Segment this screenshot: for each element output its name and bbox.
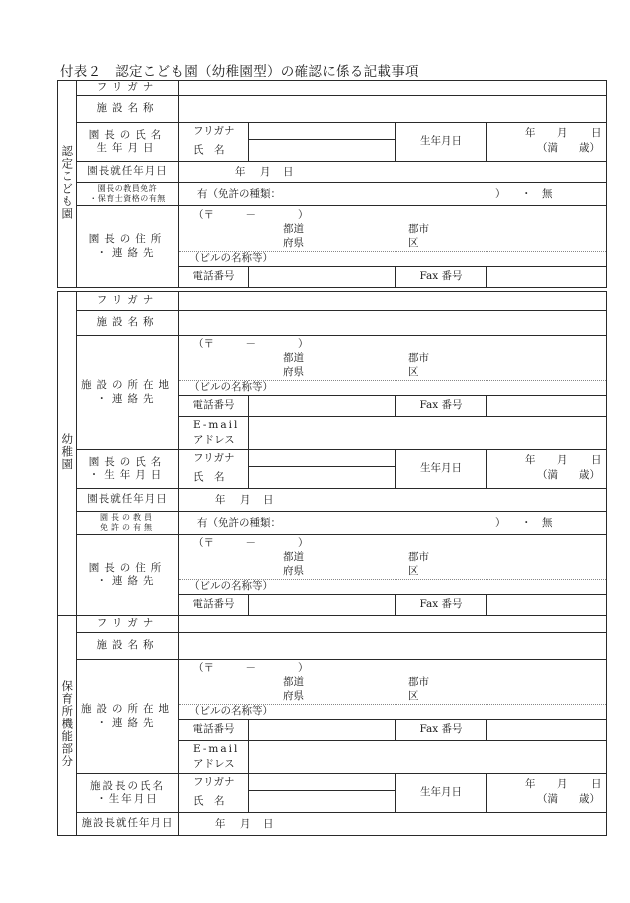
birthdate-label: 生年月日 bbox=[396, 450, 487, 489]
name-small-label: 氏 名 bbox=[179, 140, 249, 162]
appointed-date-field[interactable]: 年 月 日 bbox=[179, 489, 607, 512]
head-furigana-field[interactable] bbox=[249, 450, 396, 467]
phone-label: 電話番号 bbox=[179, 267, 249, 288]
section-label: 保育所機能部分 bbox=[58, 616, 77, 836]
facility-name-label: 施設名称 bbox=[77, 633, 179, 660]
section-nintei-kodomoen bbox=[57, 80, 607, 288]
phone-field[interactable] bbox=[249, 267, 396, 288]
section-label: 幼稚園 bbox=[58, 292, 77, 616]
location-label: 施設の所在地 ・連絡先 bbox=[77, 660, 179, 774]
building-field[interactable]: （ビルの名称等） bbox=[179, 705, 607, 720]
appointed-date-field[interactable]: 年 月 日 bbox=[179, 162, 607, 183]
fax-label: Fax 番号 bbox=[396, 595, 487, 616]
license-label: 園長の教員免許 ・保育士資格の有無 bbox=[77, 183, 179, 206]
facility-name-label: 施設名称 bbox=[77, 96, 179, 123]
birthdate-label: 生年月日 bbox=[396, 774, 487, 813]
fax-field[interactable] bbox=[487, 595, 607, 616]
email-field[interactable] bbox=[249, 741, 607, 774]
name-small-label: 氏 名 bbox=[179, 467, 249, 489]
phone-label: 電話番号 bbox=[179, 720, 249, 741]
head-name-field[interactable] bbox=[249, 140, 396, 162]
head-name-label: 園長の氏名 ・生年月日 bbox=[77, 450, 179, 489]
address-label: 園長の住所 ・連絡先 bbox=[77, 535, 179, 616]
facility-name-field[interactable] bbox=[179, 311, 607, 336]
head-name-label: 園長の氏名 生年月日 bbox=[77, 123, 179, 162]
furigana-field[interactable] bbox=[179, 616, 607, 633]
facility-name-label: 施設名称 bbox=[77, 311, 179, 336]
appointed-date-field[interactable]: 年 月 日 bbox=[179, 813, 607, 836]
fax-label: Fax 番号 bbox=[396, 720, 487, 741]
furigana-label: フリガナ bbox=[77, 292, 179, 311]
location-address-field[interactable]: （〒 － ） 都道 郡市 府県 区 bbox=[179, 336, 607, 381]
email-label: E-mail アドレス bbox=[179, 417, 249, 450]
furigana-small-label: フリガナ bbox=[179, 450, 249, 467]
license-label: 園長の教員 免許の有無 bbox=[77, 512, 179, 535]
facility-name-field[interactable] bbox=[179, 633, 607, 660]
location-label: 施設の所在地 ・連絡先 bbox=[77, 336, 179, 450]
phone-field[interactable] bbox=[249, 720, 396, 741]
address-field[interactable]: （〒 － ） 都道 郡市 府県 区 bbox=[179, 535, 607, 580]
head-name-field[interactable] bbox=[249, 791, 396, 813]
furigana-small-label: フリガナ bbox=[179, 123, 249, 140]
birthdate-field[interactable]: 年 月 日 （満 歳） bbox=[487, 123, 607, 162]
phone-label: 電話番号 bbox=[179, 396, 249, 417]
name-small-label: 氏 名 bbox=[179, 791, 249, 813]
location-address-field[interactable]: （〒 － ） 都道 郡市 府県 区 bbox=[179, 660, 607, 705]
phone-label: 電話番号 bbox=[179, 595, 249, 616]
fax-field[interactable] bbox=[487, 396, 607, 417]
section-hoikusho bbox=[57, 615, 607, 836]
building-field[interactable]: （ビルの名称等） bbox=[179, 252, 607, 267]
appointed-label: 園長就任年月日 bbox=[77, 489, 179, 512]
section-label: 認定こども園 bbox=[58, 81, 77, 288]
phone-field[interactable] bbox=[249, 595, 396, 616]
furigana-label: フリガナ bbox=[77, 81, 179, 96]
address-label: 園長の住所 ・連絡先 bbox=[77, 206, 179, 288]
fax-label: Fax 番号 bbox=[396, 396, 487, 417]
address-field[interactable]: （〒 － ） 都道 郡市 府県 区 bbox=[179, 206, 607, 252]
head-furigana-field[interactable] bbox=[249, 123, 396, 140]
building-field[interactable]: （ビルの名称等） bbox=[179, 381, 607, 396]
form-title: 付表２ 認定こども園（幼稚園型）の確認に係る記載事項 bbox=[60, 64, 419, 80]
fax-field[interactable] bbox=[487, 720, 607, 741]
fax-label: Fax 番号 bbox=[396, 267, 487, 288]
head-furigana-field[interactable] bbox=[249, 774, 396, 791]
facility-name-field[interactable] bbox=[179, 96, 607, 123]
head-name-field[interactable] bbox=[249, 467, 396, 489]
head-name-label: 施設長の氏名 ・生年月日 bbox=[77, 774, 179, 813]
furigana-field[interactable] bbox=[179, 81, 607, 96]
appointed-label: 園長就任年月日 bbox=[77, 162, 179, 183]
birthdate-field[interactable]: 年 月 日 （満 歳） bbox=[487, 774, 607, 813]
phone-field[interactable] bbox=[249, 396, 396, 417]
birthdate-field[interactable]: 年 月 日 （満 歳） bbox=[487, 450, 607, 489]
license-field[interactable]: 有（免許の種類： ） ・ 無 bbox=[179, 183, 607, 206]
appointed-label: 施設長就任年月日 bbox=[77, 813, 179, 836]
birthdate-label: 生年月日 bbox=[396, 123, 487, 162]
license-field[interactable]: 有（免許の種類： ） ・ 無 bbox=[179, 512, 607, 535]
furigana-label: フリガナ bbox=[77, 616, 179, 633]
section-youchien bbox=[57, 291, 607, 616]
email-field[interactable] bbox=[249, 417, 607, 450]
email-label: E-mail アドレス bbox=[179, 741, 249, 774]
furigana-small-label: フリガナ bbox=[179, 774, 249, 791]
fax-field[interactable] bbox=[487, 267, 607, 288]
building-field[interactable]: （ビルの名称等） bbox=[179, 580, 607, 595]
furigana-field[interactable] bbox=[179, 292, 607, 311]
